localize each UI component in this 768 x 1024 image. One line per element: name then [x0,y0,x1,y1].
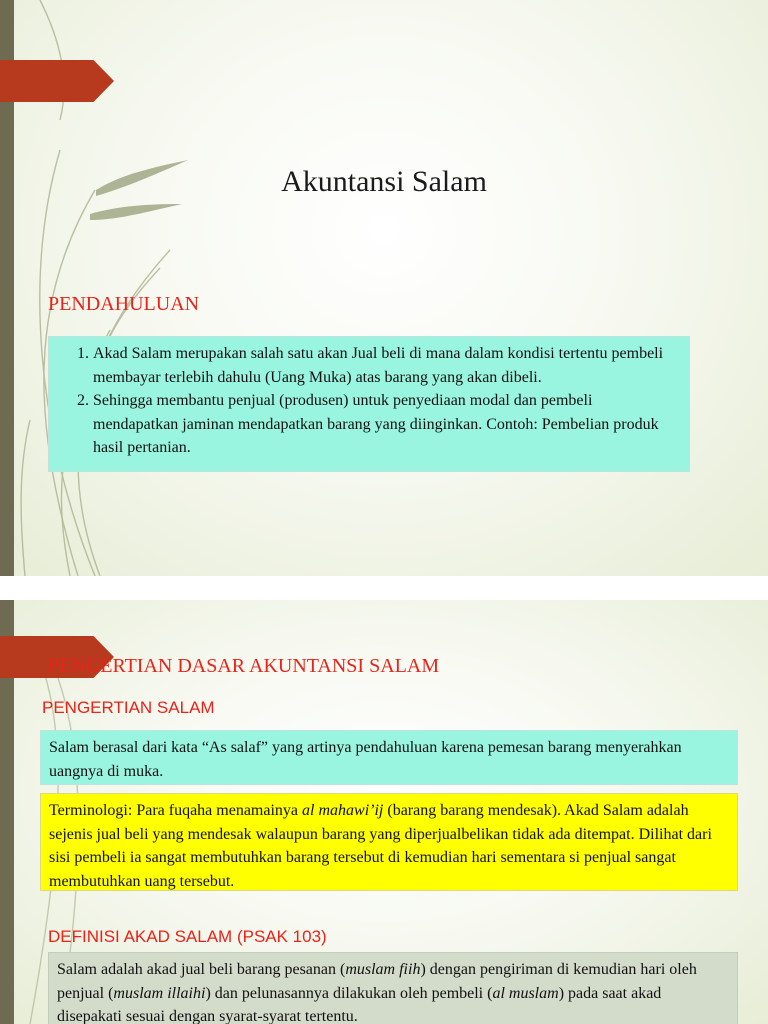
slide-gap [0,576,768,600]
intro-list [57,342,681,460]
slide-title: PENGERTIAN DASAR AKUNTANSI SALAM [48,655,440,677]
terminology-term: al mahawi’ij [302,802,384,819]
subheading-pengertian: PENGERTIAN SALAM [42,698,215,717]
subheading-definisi: DEFINISI AKAD SALAM (PSAK 103) [48,927,327,946]
slide-title: Akuntansi Salam [281,165,487,198]
psak-term: muslam illaihi [113,984,206,1002]
definition-box [40,730,738,785]
list-item: 2. Sehingga membantu penjual (produsen) untuk penyediaan modal dan pembeli mendapatkan jaminan mendapatkan barang yang diinginkan. Contoh: Pembelian produk hasil pertanian. [93,389,681,460]
psak-text: Salam adalah akad jual beli barang pesanan ( [57,961,346,978]
terminology-text: Terminologi: Para fuqaha menamainya [49,802,303,819]
terminology-box [40,793,738,891]
psak-text: ) dengan pengiriman di kemudian hari oleh penjual ( [57,961,697,1002]
psak-term: muslam fiih [345,961,421,978]
title-accent-tab [0,60,114,102]
list-item: 1. Akad Salam merupakan salah satu akan Jual beli di mana dalam kondisi tertentu pembeli membayar terlebih dahulu (Uang Muka) atas barang yang akan dibeli. [93,342,681,389]
intro-box [48,336,690,472]
psak-text: ) pada saat akad disepakati sesuai dengan syarat-syarat tertentu. [57,984,662,1024]
terminology-text-rest: (barang barang mendesak). Akad Salam adalah sejenis jual beli yang mendesak walaupun barang yang diperjualbelikan tidak ada ditempat. Dilihat dari sisi pembeli ia sangat membutuhkan barang tersebut di kemudian hari sementara si penjual sangat membutuhkan uang tersebut. [49,802,712,890]
psak-text: ) dan pelunasannya dilakukan oleh pembeli ( [205,984,493,1002]
psak-definition-box [48,952,738,1024]
slide-2 [0,600,768,1024]
psak-term: al muslam [492,984,559,1002]
section-heading: PENDAHULUAN [48,293,200,315]
definition-text: Salam berasal dari kata “As salaf” yang artinya pendahuluan karena pemesan barang menyerahkan uangnya di muka. [49,739,682,780]
